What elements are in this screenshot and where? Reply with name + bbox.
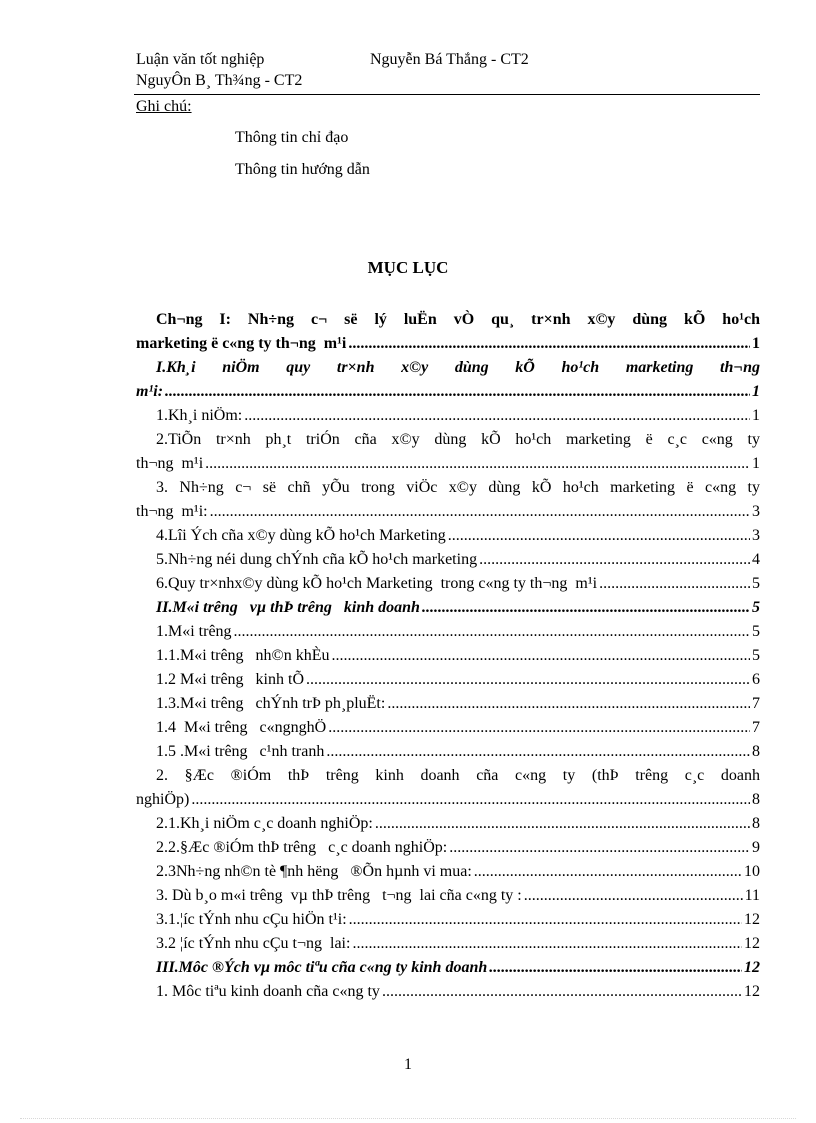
note-item: Thông tin hướng dẫn [235, 161, 370, 178]
toc-entry[interactable] [136, 836, 760, 860]
toc-entry-title: 2.1.Kh¸i niÖm c¸c doanh nghiÖp: [156, 815, 373, 832]
toc-entry[interactable] [136, 908, 760, 932]
toc-page-number: 12 [744, 935, 760, 952]
toc-entry-title: 1.1.M«i trêng nh©n khÈu [156, 647, 330, 664]
toc-entry[interactable] [136, 620, 760, 644]
toc-entry-title: 6.Quy tr×nhx©y dùng kÕ ho¹ch Marketing trong c«ng ty th¬ng m¹i [156, 575, 598, 592]
toc-entry[interactable] [136, 980, 760, 1004]
toc-leader-dots [331, 644, 750, 668]
toc-leader-dots [348, 332, 750, 356]
toc-entry[interactable] [136, 668, 760, 692]
header-rule [134, 94, 760, 95]
toc-leader-dots [205, 452, 750, 476]
toc-entry[interactable] [136, 524, 760, 548]
toc-page-number: 4 [752, 551, 760, 568]
toc-page-number: 7 [752, 719, 760, 736]
toc-leader-dots [489, 956, 742, 980]
toc-entry-title: 3. Dù b¸o m«i trêng vµ thÞ trêng t¬ng lai cña c«ng ty : [156, 887, 522, 904]
toc-leader-dots [210, 500, 750, 524]
toc-page-number: 5 [752, 599, 760, 616]
toc-entry-heading-line: I.Kh¸i niÖm quy tr×nh x©y dùng kÕ ho¹ch marketing th¬ng [156, 359, 760, 376]
toc-leader-dots [349, 908, 742, 932]
toc-page-number: 3 [752, 503, 760, 520]
toc-title: MỤC LỤC [367, 258, 449, 277]
toc-entry-title: 1. Môc tiªu kinh doanh cña c«ng ty [156, 983, 380, 1000]
toc-entry[interactable] [136, 548, 760, 572]
toc-entry-title: II.M«i trêng vµ thÞ trêng kinh doanh [156, 599, 420, 616]
toc-page-number: 3 [752, 527, 760, 544]
toc-page-number: 5 [752, 575, 760, 592]
toc-entry-title: th¬ng m¹i [136, 455, 204, 472]
toc-leader-dots [449, 836, 750, 860]
toc-leader-dots [524, 884, 743, 908]
header-author-garbled: NguyÔn B¸ Th¾ng - CT2 [136, 72, 303, 89]
toc-leader-dots [328, 716, 750, 740]
toc-entry[interactable] [136, 404, 760, 428]
toc-leader-dots [306, 668, 750, 692]
toc-entry-title: th¬ng m¹i: [136, 503, 208, 520]
toc-leader-dots [352, 932, 742, 956]
toc-entry-heading-line: 2.TiÕn tr×nh ph¸t triÓn cña x©y dùng kÕ ho¹ch marketing ë c¸c c«ng ty [156, 431, 760, 448]
toc-entry[interactable] [136, 812, 760, 836]
toc-page-number: 9 [752, 839, 760, 856]
toc-page-number: 8 [752, 791, 760, 808]
toc-entry-title: 1.5 .M«i trêng c¹nh tranh [156, 743, 325, 760]
toc-entry[interactable] [136, 884, 760, 908]
toc-entry-title: 2.2.§Æc ®iÓm thÞ trêng c¸c doanh nghiÖp: [156, 839, 448, 856]
toc-entry[interactable] [136, 572, 760, 596]
toc-leader-dots [599, 572, 750, 596]
page-number: 1 [404, 1056, 412, 1073]
toc-page-number: 5 [752, 647, 760, 664]
header-author: Nguyễn Bá Thắng - CT2 [370, 51, 529, 68]
toc-leader-dots [191, 788, 750, 812]
toc-entry-title: 5.Nh÷ng néi dung chÝnh cña kÕ ho¹ch marketing [156, 551, 478, 568]
toc-entry[interactable] [136, 476, 760, 524]
toc-entry[interactable] [136, 692, 760, 716]
toc-leader-dots [234, 620, 750, 644]
toc-entry[interactable] [136, 428, 760, 476]
toc-page-number: 6 [752, 671, 760, 688]
toc-entry-title: 3.1.¦íc tÝnh nhu cÇu hiÖn t¹i: [156, 911, 347, 928]
toc-page-number: 8 [752, 815, 760, 832]
toc-page-number: 8 [752, 743, 760, 760]
toc-entry-title: 1.Kh¸i niÖm: [156, 407, 243, 424]
toc-page-number: 7 [752, 695, 760, 712]
toc-leader-dots [448, 524, 750, 548]
toc-entry-heading-line: Ch¬ng I: Nh÷ng c¬ së lý luËn vÒ qu¸ tr×nh x©y dùng kÕ ho¹ch [156, 311, 760, 328]
toc-page-number: 12 [744, 983, 760, 1000]
toc-entry[interactable] [136, 740, 760, 764]
toc-page-number: 1 [752, 383, 760, 400]
toc-entry[interactable] [136, 860, 760, 884]
toc-leader-dots [244, 404, 750, 428]
toc-entry[interactable] [136, 644, 760, 668]
toc-page-number: 11 [744, 887, 760, 904]
toc-page-number: 12 [744, 911, 760, 928]
toc-page-number: 5 [752, 623, 760, 640]
toc-leader-dots [375, 812, 750, 836]
toc-entry-title: m¹i: [136, 383, 164, 400]
toc-entry-heading-line: 2. §Æc ®iÓm thÞ trêng kinh doanh cña c«ng ty (thÞ trêng c¸c doanh [156, 767, 760, 784]
toc-entry-title: nghiÖp) [136, 791, 190, 808]
toc-entry-title: 3.2 ¦íc tÝnh nhu cÇu t¬ng lai: [156, 935, 351, 952]
toc-leader-dots [474, 860, 742, 884]
toc-leader-dots [479, 548, 750, 572]
toc-entry-heading-line: 3. Nh÷ng c¬ së chñ yÕu trong viÖc x©y dùng kÕ ho¹ch marketing ë c«ng ty [156, 479, 760, 496]
header-thesis-label: Luận văn tốt nghiệp [136, 51, 265, 68]
toc-leader-dots [422, 596, 750, 620]
toc-leader-dots [387, 692, 750, 716]
toc-leader-dots [326, 740, 750, 764]
toc-page-number: 12 [744, 959, 760, 976]
toc-entry-title: III.Môc ®Ých vµ môc tiªu cña c«ng ty kinh doanh [156, 959, 488, 976]
toc-entry[interactable] [136, 764, 760, 812]
toc-page-number: 10 [744, 863, 760, 880]
toc-entry-title: 1.3.M«i trêng chÝnh trÞ ph¸pluËt: [156, 695, 386, 712]
toc-leader-dots [165, 380, 750, 404]
toc-page-number: 1 [752, 455, 760, 472]
toc-entry-title: 1.M«i trêng [156, 623, 232, 640]
toc-leader-dots [382, 980, 742, 1004]
toc-entry[interactable] [136, 596, 760, 620]
toc-entry-title: 4.Lîi Ých cña x©y dùng kÕ ho¹ch Marketing [156, 527, 446, 544]
page-bottom-divider [20, 1118, 796, 1119]
table-of-contents [136, 308, 760, 1004]
toc-entry-title: marketing ë c«ng ty th¬ng m¹i [136, 335, 347, 352]
toc-entry[interactable] [136, 956, 760, 980]
toc-page-number: 1 [752, 407, 760, 424]
note-item: Thông tin chỉ đạo [235, 129, 349, 146]
toc-entry[interactable] [136, 932, 760, 956]
toc-entry[interactable] [136, 356, 760, 404]
toc-page-number: 1 [752, 335, 760, 352]
notes-title: Ghi chú: [136, 98, 192, 115]
toc-entry[interactable] [136, 308, 760, 356]
toc-entry-title: 1.4 M«i trêng c«ngnghÖ [156, 719, 327, 736]
toc-entry-title: 1.2 M«i trêng kinh tÕ [156, 671, 304, 688]
toc-entry[interactable] [136, 716, 760, 740]
toc-entry-title: 2.3Nh÷ng nh©n tè ¶nh hëng ®Õn hµnh vi mua: [156, 863, 472, 880]
